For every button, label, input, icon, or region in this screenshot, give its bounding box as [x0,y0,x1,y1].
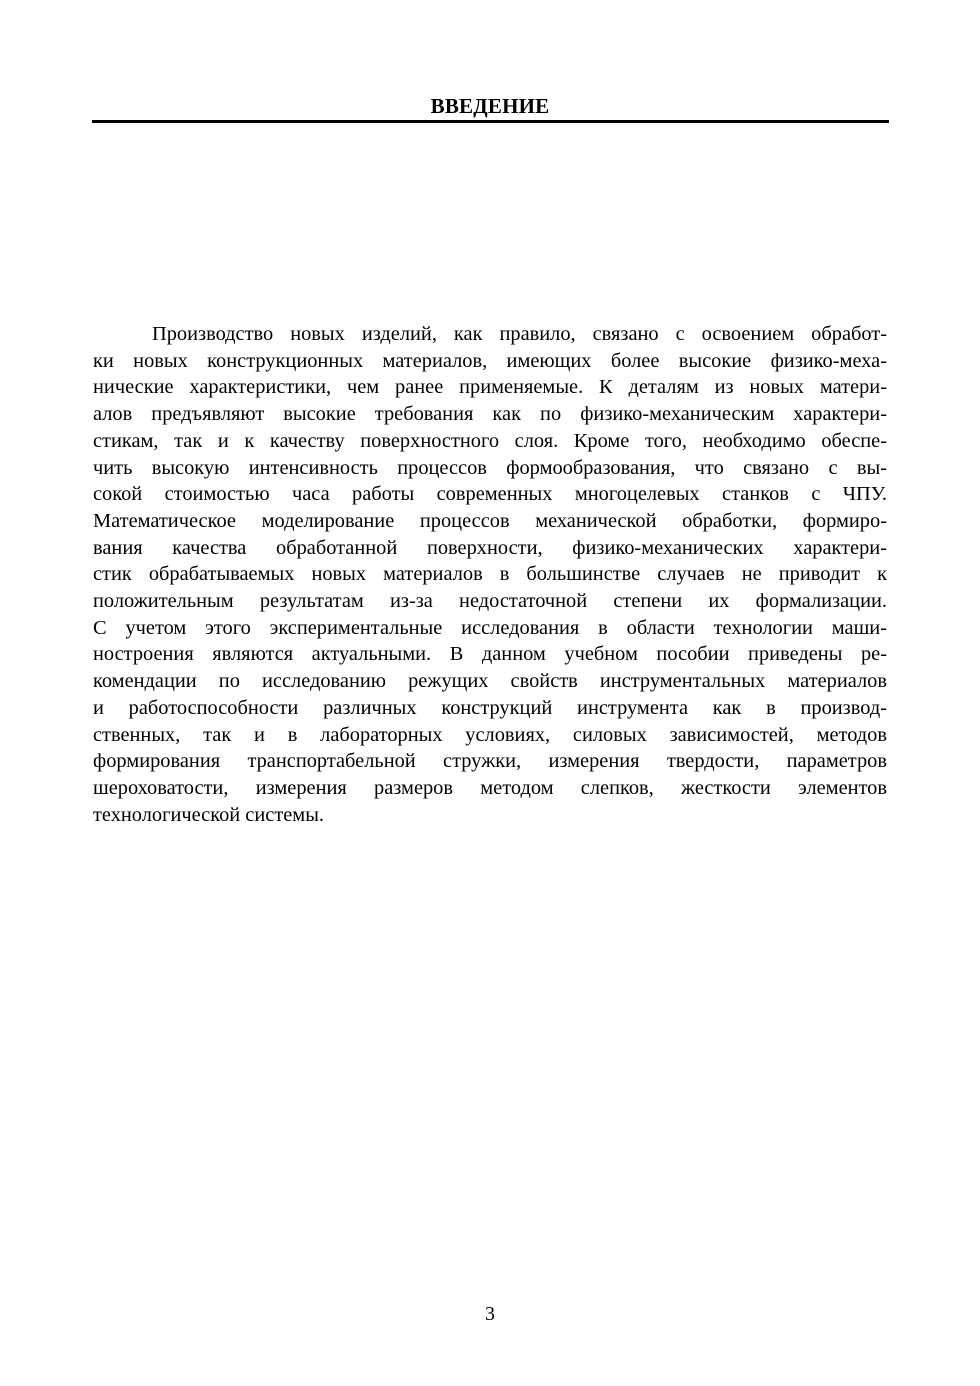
paragraph-line: ственных, так и в лабораторных условиях, силовых зависимостей, методов [93,723,887,746]
paragraph-line: стикам, так и к качеству поверхностного слоя. Кроме того, необходимо обеспе- [93,429,887,452]
paragraph-line: комендации по исследованию режущих свойств инструментальных материалов [93,670,887,693]
paragraph-line: положительным результатам из-за недостаточной степени их формализации. [93,590,887,613]
paragraph-line: нические характеристики, чем ранее применяемые. К деталям из новых матери- [93,376,887,399]
paragraph-line: вания качества обработанной поверхности, физико-механических характери- [93,536,887,559]
paragraph-line: стик обрабатываемых новых материалов в большинстве случаев не приводит к [93,563,887,586]
paragraph-line: сокой стоимостью часа работы современных многоцелевых станков с ЧПУ. [93,483,887,506]
paragraph-line: и работоспособности различных конструкций инструмента как в производ- [93,696,887,719]
paragraph-line: С учетом этого экспериментальные исследования в области технологии маши- [93,616,887,639]
heading-underline [92,120,889,123]
introduction-paragraph [93,321,887,828]
paragraph-line: алов предъявляют высокие требования как по физико-механическим характери- [93,403,887,426]
paragraph-line: Производство новых изделий, как правило, связано с освоением обработ- [152,323,887,345]
paragraph-line: ностроения являются актуальными. В данном учебном пособии приведены ре- [93,643,887,666]
page-number: 3 [485,1303,495,1325]
paragraph-line: ки новых конструкционных материалов, имеющих более высокие физико-меха- [93,349,887,372]
paragraph-line: технологической системы. [93,803,324,826]
section-heading: ВВЕДЕНИЕ [430,94,550,118]
paragraph-line: чить высокую интенсивность процессов формообразования, что связано с вы- [93,456,887,479]
paragraph-line: формирования транспортабельной стружки, измерения твердости, параметров [93,750,887,773]
paragraph-line: Математическое моделирование процессов механической обработки, формиро- [93,509,887,532]
paragraph-line: шероховатости, измерения размеров методом слепков, жесткости элементов [93,776,887,799]
